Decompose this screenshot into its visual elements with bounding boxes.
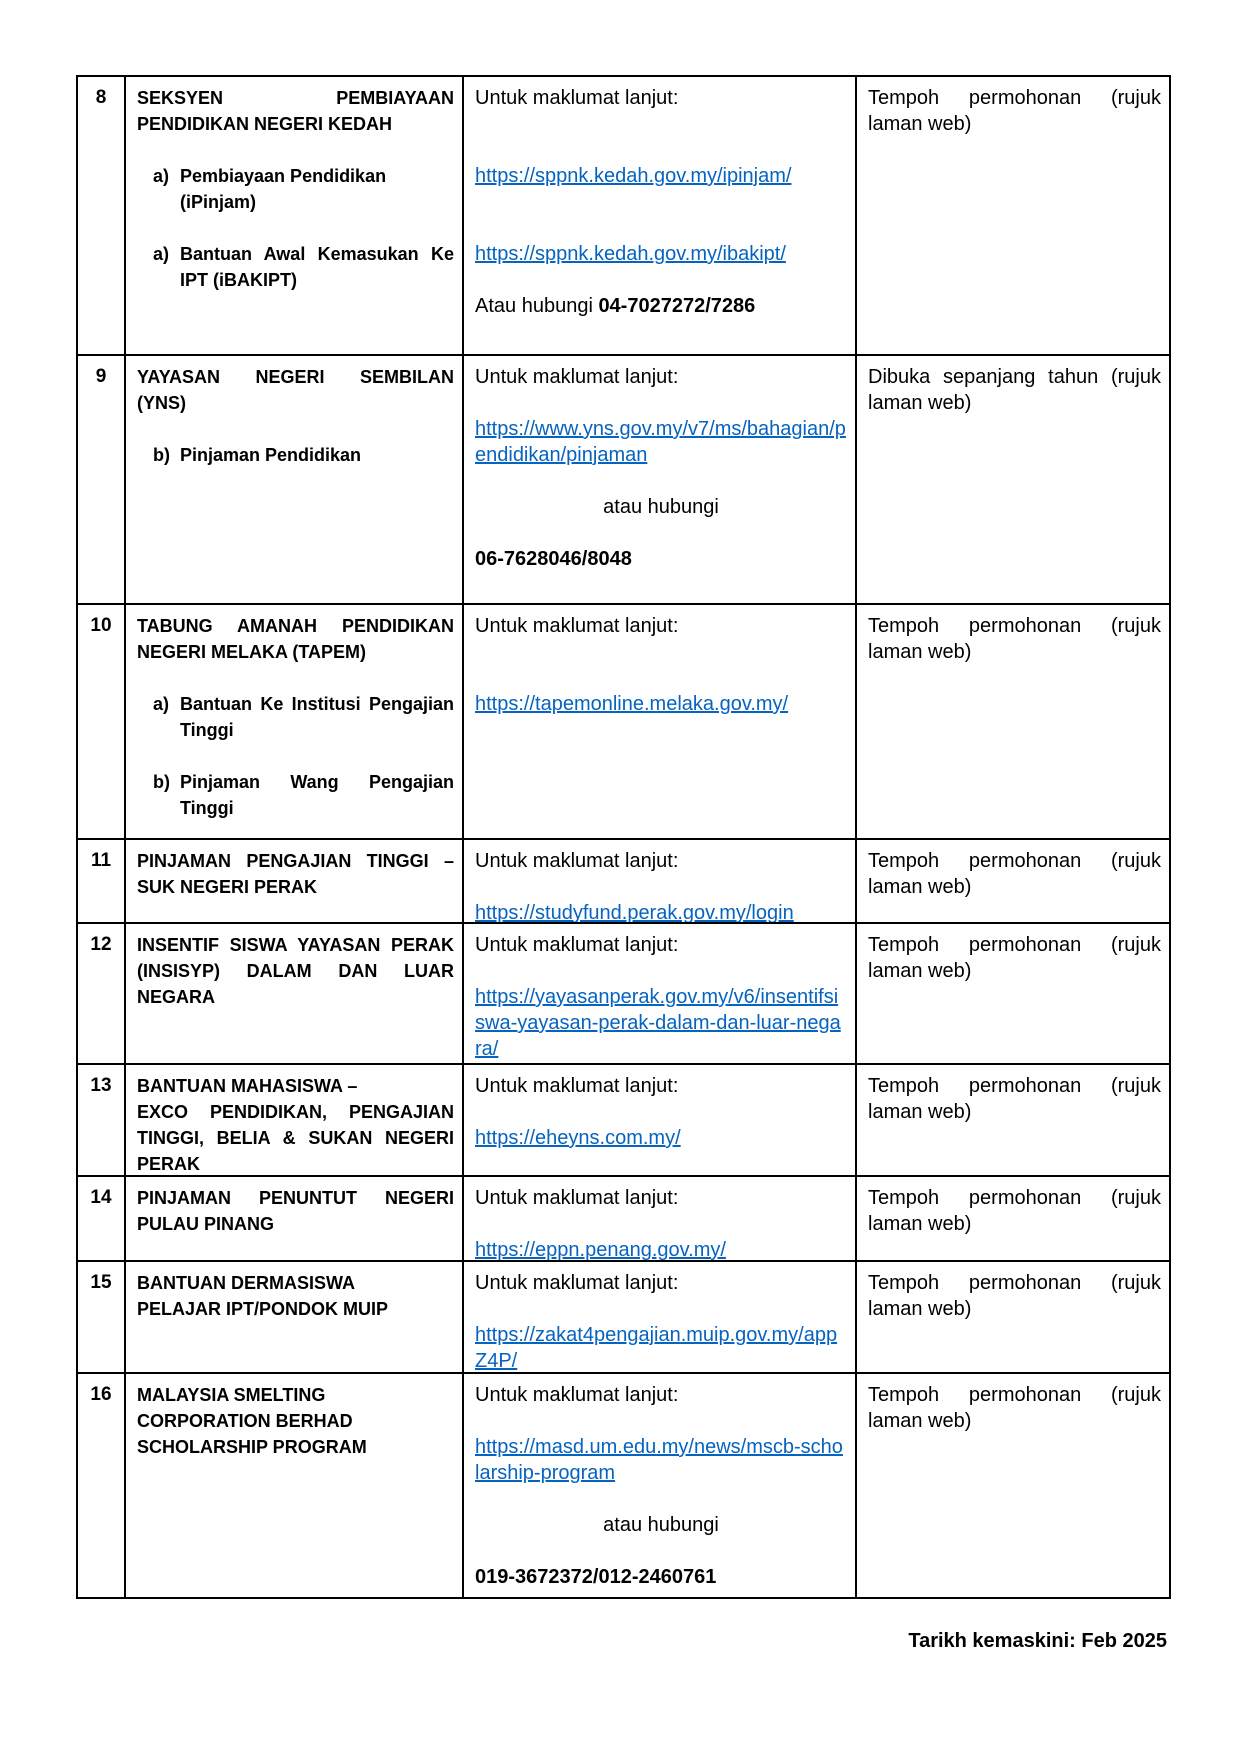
phone-number: 06-7628046/8048 xyxy=(475,548,632,570)
program-name-line: CORPORATION BERHAD xyxy=(137,1411,353,1431)
info-intro: Untuk maklumat lanjut: xyxy=(475,615,679,637)
table-row xyxy=(78,605,1169,840)
table-row xyxy=(78,1177,1169,1262)
info-link[interactable]: https://www.yns.gov.my/v7/ms/bahagian/pendidikan/pinjaman xyxy=(475,418,846,466)
subitem-line: Bantuan Awal Kemasukan Ke xyxy=(180,244,454,264)
period-line: laman web) xyxy=(868,1298,972,1320)
info-intro: Untuk maklumat lanjut: xyxy=(475,1075,679,1097)
phone-number: 019-3672372/012-2460761 xyxy=(475,1566,717,1588)
period-line: Tempoh permohonan (rujuk xyxy=(868,1075,1161,1097)
table-row xyxy=(78,77,1169,356)
subitem-line: Pinjaman Wang Pengajian xyxy=(180,772,454,792)
program-name-cell xyxy=(126,605,464,838)
program-name-cell xyxy=(126,77,464,354)
contact-line xyxy=(475,293,847,319)
phone-number: 04-7027272/7286 xyxy=(598,295,756,317)
program-name-cell xyxy=(126,1177,464,1260)
period-line: laman web) xyxy=(868,960,972,982)
program-name-cell xyxy=(126,924,464,1063)
program-name-cell xyxy=(126,1374,464,1597)
program-name-cell xyxy=(126,840,464,922)
period-line: laman web) xyxy=(868,1410,972,1432)
subitem-label: a) xyxy=(153,244,170,264)
program-name-line: MALAYSIA SMELTING xyxy=(137,1385,326,1405)
info-cell xyxy=(464,1374,857,1597)
period-line: laman web) xyxy=(868,392,972,414)
program-name-line: YAYASAN NEGERI SEMBILAN xyxy=(137,367,454,387)
program-name-line: PELAJAR IPT/PONDOK MUIP xyxy=(137,1299,389,1319)
subitem-label: b) xyxy=(153,445,170,465)
period-line: laman web) xyxy=(868,876,972,898)
program-subitem xyxy=(137,442,454,468)
program-subitem xyxy=(137,163,454,215)
table-row xyxy=(78,840,1169,924)
info-link[interactable]: https://studyfund.perak.gov.my/login xyxy=(475,902,794,922)
info-cell xyxy=(464,1262,857,1372)
row-number: 11 xyxy=(78,840,126,922)
row-number: 14 xyxy=(78,1177,126,1260)
info-intro: Untuk maklumat lanjut: xyxy=(475,934,679,956)
row-number: 12 xyxy=(78,924,126,1063)
info-cell xyxy=(464,1177,857,1260)
period-line: laman web) xyxy=(868,113,972,135)
program-name-line: PINJAMAN PENGAJIAN TINGGI – xyxy=(137,851,454,871)
subitem-label: b) xyxy=(153,772,170,792)
program-subitem xyxy=(137,769,454,821)
table-row xyxy=(78,924,1169,1065)
period-line: Tempoh permohonan (rujuk xyxy=(868,1187,1161,1209)
period-line: Tempoh permohonan (rujuk xyxy=(868,87,1161,109)
period-cell xyxy=(857,605,1169,838)
info-intro: Untuk maklumat lanjut: xyxy=(475,850,679,872)
contact-prefix: Atau hubungi xyxy=(475,295,599,317)
table-row xyxy=(78,356,1169,605)
info-intro: Untuk maklumat lanjut: xyxy=(475,366,679,388)
funding-programs-table xyxy=(76,75,1171,1599)
program-name-line: (YNS) xyxy=(137,393,186,413)
subitem-label: a) xyxy=(153,166,170,186)
period-line: Tempoh permohonan (rujuk xyxy=(868,850,1161,872)
program-name-line: SEKSYEN PEMBIAYAAN xyxy=(137,88,454,108)
contact-note: atau hubungi xyxy=(603,496,719,518)
row-number: 8 xyxy=(78,77,126,354)
info-intro: Untuk maklumat lanjut: xyxy=(475,87,679,109)
program-name-line: (INSISYP) DALAM DAN LUAR xyxy=(137,961,454,981)
period-line: Tempoh permohonan (rujuk xyxy=(868,615,1161,637)
period-line: Tempoh permohonan (rujuk xyxy=(868,934,1161,956)
program-name-line: PINJAMAN PENUNTUT NEGERI xyxy=(137,1188,454,1208)
info-link[interactable]: https://sppnk.kedah.gov.my/ibakipt/ xyxy=(475,243,786,265)
period-line: laman web) xyxy=(868,1101,972,1123)
subitem-line: Pinjaman Pendidikan xyxy=(180,445,362,465)
info-link[interactable]: https://tapemonline.melaka.gov.my/ xyxy=(475,693,789,715)
row-number: 16 xyxy=(78,1374,126,1597)
program-name-line: SUK NEGERI PERAK xyxy=(137,877,318,897)
period-cell xyxy=(857,1374,1169,1597)
program-name-line: PULAU PINANG xyxy=(137,1214,275,1234)
program-name-line: TABUNG AMANAH PENDIDIKAN xyxy=(137,616,454,636)
period-line: laman web) xyxy=(868,1213,972,1235)
subitem-line: Bantuan Ke Institusi Pengajian xyxy=(180,694,454,714)
period-cell xyxy=(857,840,1169,922)
info-link[interactable]: https://eppn.penang.gov.my/ xyxy=(475,1239,726,1260)
info-link[interactable]: https://sppnk.kedah.gov.my/ipinjam/ xyxy=(475,165,792,187)
program-name-line: SCHOLARSHIP PROGRAM xyxy=(137,1437,367,1457)
program-name-cell xyxy=(126,1065,464,1175)
period-line: laman web) xyxy=(868,641,972,663)
program-subitem xyxy=(137,691,454,743)
info-link[interactable]: https://eheyns.com.my/ xyxy=(475,1127,681,1149)
program-name-line: BANTUAN DERMASISWA xyxy=(137,1273,355,1293)
period-cell xyxy=(857,77,1169,354)
program-name-cell xyxy=(126,356,464,603)
program-name-line: NEGARA xyxy=(137,987,216,1007)
row-number: 15 xyxy=(78,1262,126,1372)
period-cell xyxy=(857,1177,1169,1260)
row-number: 9 xyxy=(78,356,126,603)
period-cell xyxy=(857,1065,1169,1175)
table-row xyxy=(78,1065,1169,1177)
update-date: Tarikh kemaskini: Feb 2025 xyxy=(908,1630,1167,1652)
info-cell xyxy=(464,840,857,922)
contact-note: atau hubungi xyxy=(603,1514,719,1536)
info-cell xyxy=(464,924,857,1063)
info-intro: Untuk maklumat lanjut: xyxy=(475,1187,679,1209)
period-cell xyxy=(857,356,1169,603)
program-name-line: TINGGI, BELIA & SUKAN NEGERI xyxy=(137,1128,454,1148)
info-link[interactable]: https://yayasanperak.gov.my/v6/insentifsiswa-yayasan-perak-dalam-dan-luar-negara/ xyxy=(475,986,841,1060)
subitem-line: (iPinjam) xyxy=(180,192,257,212)
subitem-line: IPT (iBAKIPT) xyxy=(180,270,297,290)
program-name-line: INSENTIF SISWA YAYASAN PERAK xyxy=(137,935,454,955)
program-subitem xyxy=(137,241,454,293)
subitem-line: Tinggi xyxy=(180,720,234,740)
info-cell xyxy=(464,1065,857,1175)
program-name-line: PENDIDIKAN NEGERI KEDAH xyxy=(137,114,393,134)
info-cell xyxy=(464,77,857,354)
subitem-line: Pembiayaan Pendidikan xyxy=(180,166,387,186)
period-line: Tempoh permohonan (rujuk xyxy=(868,1384,1161,1406)
period-cell xyxy=(857,924,1169,1063)
table-row xyxy=(78,1262,1169,1374)
program-name-line: BANTUAN MAHASISWA – xyxy=(137,1076,358,1096)
info-cell xyxy=(464,605,857,838)
table-row xyxy=(78,1374,1169,1597)
info-intro: Untuk maklumat lanjut: xyxy=(475,1384,679,1406)
info-intro: Untuk maklumat lanjut: xyxy=(475,1272,679,1294)
subitem-line: Tinggi xyxy=(180,798,234,818)
period-cell xyxy=(857,1262,1169,1372)
info-cell xyxy=(464,356,857,603)
row-number: 10 xyxy=(78,605,126,838)
info-link[interactable]: https://masd.um.edu.my/news/mscb-scholarship-program xyxy=(475,1436,843,1484)
period-line: Tempoh permohonan (rujuk xyxy=(868,1272,1161,1294)
program-name-line: NEGERI MELAKA (TAPEM) xyxy=(137,642,366,662)
program-name-cell xyxy=(126,1262,464,1372)
program-name-line: EXCO PENDIDIKAN, PENGAJIAN xyxy=(137,1102,454,1122)
subitem-label: a) xyxy=(153,694,170,714)
row-number: 13 xyxy=(78,1065,126,1175)
info-link[interactable]: https://zakat4pengajian.muip.gov.my/appZ4P/ xyxy=(475,1324,838,1372)
period-line: Dibuka sepanjang tahun (rujuk xyxy=(868,366,1161,388)
program-name-line: PERAK xyxy=(137,1154,201,1174)
